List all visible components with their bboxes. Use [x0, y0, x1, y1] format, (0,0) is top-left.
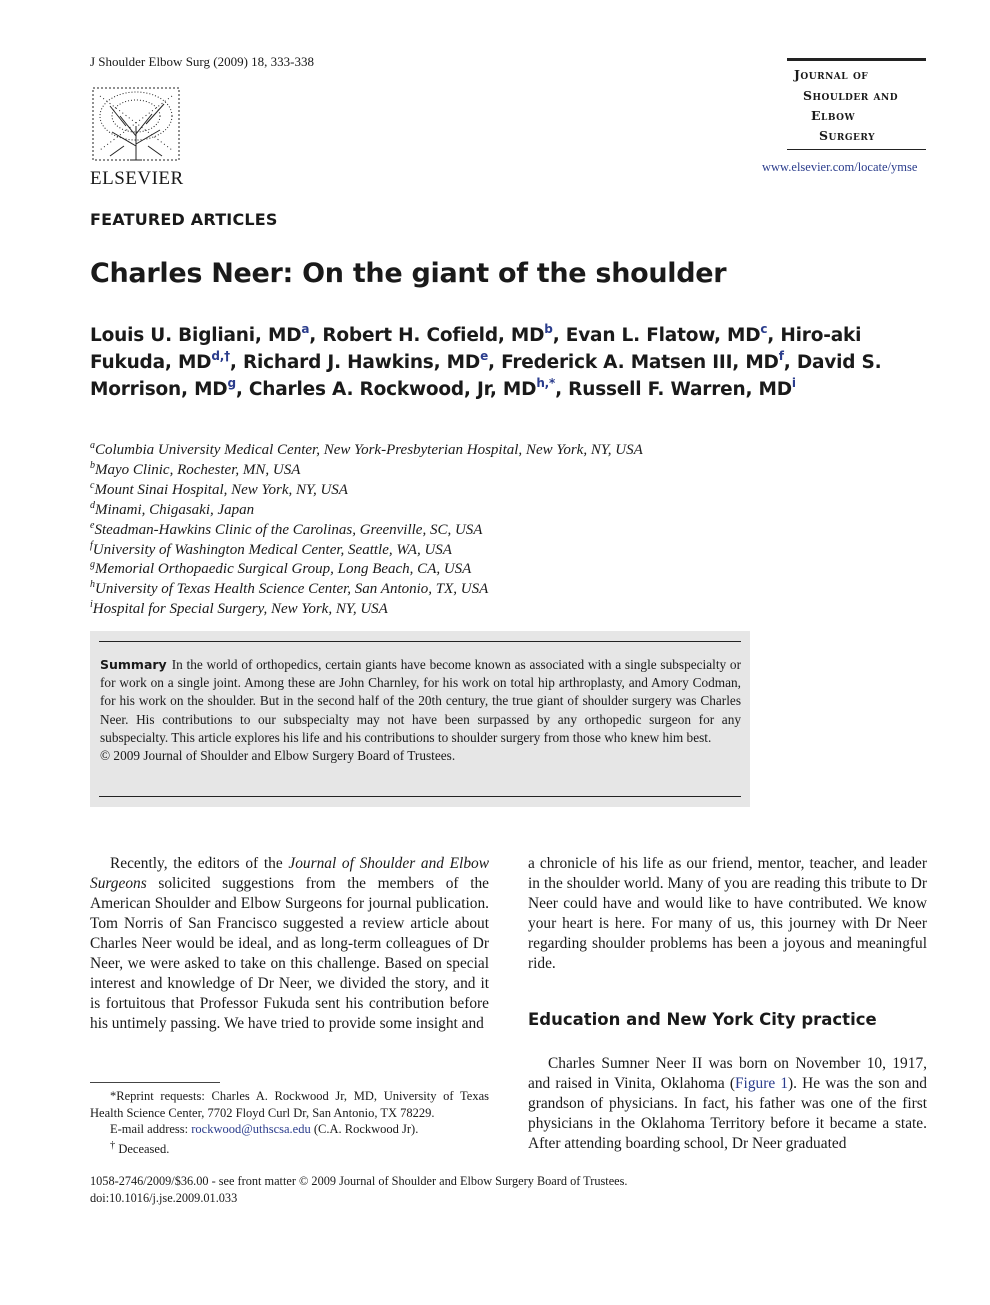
email-link[interactable]: rockwood@uthscsa.edu — [191, 1122, 311, 1136]
affiliation-marker[interactable]: b — [544, 322, 553, 336]
affiliation-list — [90, 441, 643, 620]
journal-logo — [787, 58, 926, 150]
summary-box — [90, 631, 750, 807]
affiliation-item — [90, 560, 643, 580]
author-name: David S. Morrison, MD — [90, 352, 882, 400]
email-label: E-mail address: — [110, 1122, 192, 1136]
journal-url-link[interactable]: www.elsevier.com/locate/ymse — [762, 160, 918, 174]
body-text: ). He was the son and grandson of physicians. In fact, his father was one of the first physicians in the Oklahoma Territory before it became a state. After attending boarding school, Dr Neer graduated — [528, 1075, 927, 1152]
publisher-name: ELSEVIER — [90, 168, 184, 189]
body-paragraph — [90, 854, 489, 1034]
affiliation-text: University of Texas Health Science Center, San Antonio, TX, USA — [95, 581, 489, 598]
author-name: Frederick A. Matsen III, MD — [501, 352, 779, 373]
doi-line[interactable]: doi:10.1016/j.jse.2009.01.033 — [90, 1190, 238, 1205]
affiliation-marker[interactable]: f — [778, 349, 784, 363]
affiliation-item — [90, 600, 643, 620]
affiliation-marker[interactable]: c — [760, 322, 768, 336]
affiliation-marker[interactable]: h,* — [536, 376, 556, 390]
body-column-right-continued — [528, 1054, 927, 1154]
affiliation-item — [90, 501, 643, 521]
footnote-reprint: *Reprint requests: Charles A. Rockwood Jr, MD, University of Texas Health Science Center, 7702 Floyd Curl Dr, San Antonio, TX 78229. — [90, 1089, 489, 1120]
affiliation-sup: c — [90, 479, 95, 491]
journal-logo-line: Shoulder and — [803, 88, 899, 103]
affiliation-marker[interactable]: e — [480, 349, 489, 363]
footnote-email — [90, 1121, 489, 1138]
summary-text — [100, 656, 741, 765]
journal-citation: J Shoulder Elbow Surg (2009) 18, 333-338 — [90, 54, 315, 69]
affiliation-marker[interactable]: i — [791, 376, 796, 390]
summary-body: In the world of orthopedics, certain giants have become known as associated with a single subspecialty or for work on a single joint. Among these are John Charnley, for his work on total hip arthroplasty, and Amory Codman, for his work on the shoulder. But in the second half of the 20th century, the true giant of shoulder surgery was Charles Neer. His contributions to our subspecialty may not have been surpassed by any orthopedic surgeon for any subspecialty. This article explores his life and his contributions to shoulder surgery from those who knew him best. — [100, 657, 741, 745]
affiliation-sup: a — [90, 440, 95, 451]
page-footer — [90, 1173, 627, 1206]
author-name: Charles A. Rockwood, Jr, MD — [248, 379, 537, 400]
author-name: Louis U. Bigliani, MD — [90, 325, 302, 346]
affiliation-text: Minami, Chigasaki, Japan — [95, 501, 255, 518]
body-text: solicited suggestions from the members of the American Shoulder and Elbow Surgeons for journal publication. Tom Norris of San Francisco suggested a review article about Charles Neer would be ideal, and as long-term colleagues of Dr Neer, we were asked to take on this challenge. Based on special interest and knowledge of Dr Neer, we divided the story, and it is fortuitous that Professor Fukuda sent his contribution before his untimely passing. We have tried to provide some insight and — [90, 875, 489, 1032]
affiliation-marker[interactable]: a — [301, 322, 310, 336]
author-list: Louis U. Bigliani, $MD^a$, Robert H. Cofield, $MD^b$, Evan L. Flatow, $MD^c$, Hiro-aki Fukuda, $MD^{d,\dagger}$, Richard J. Hawkins, MDe, Frederick A. Matsen III, $MD^f$, David S. Morrison, $MD^g$, Charles A. Rockwood, Jr, $MD^{h,*}$, Russell F. Warren, $MD^i$ — [90, 322, 882, 400]
footnote-divider — [90, 1082, 220, 1083]
divider — [99, 796, 741, 797]
article-title: Charles Neer: On the giant of the shoulder — [90, 258, 727, 289]
affiliation-text: Steadman-Hawkins Clinic of the Carolinas, Greenville, SC, USA — [94, 521, 483, 538]
affiliation-item — [90, 481, 643, 501]
body-column-right — [528, 854, 927, 974]
footnote-deceased — [90, 1138, 489, 1158]
affiliation-text: University of Washington Medical Center, Seattle, WA, USA — [92, 541, 452, 558]
author-name: Evan L. Flatow, MD — [565, 325, 761, 346]
affiliation-sup: f — [90, 539, 93, 551]
summary-copyright: © 2009 Journal of Shoulder and Elbow Surgery Board of Trustees. — [100, 748, 456, 764]
affiliation-sup: g — [90, 559, 95, 571]
journal-logo-line: Surgery — [819, 128, 876, 143]
affiliation-item — [90, 441, 643, 461]
affiliation-sup: b — [90, 459, 95, 471]
affiliation-text: Hospital for Special Surgery, New York, NY, USA — [92, 601, 388, 618]
author-name: Richard J. Hawkins, MD — [242, 352, 481, 373]
author-name: Russell F. Warren, MD — [568, 379, 792, 400]
body-paragraph: a chronicle of his life as our friend, mentor, teacher, and leader in the shoulder world. Many of you are reading this tribute to Dr Neer could have and would like to have contributed. We know your heart is here. For many of us, this journey with Dr Neer regarding shoulder problems has been a joyous and meaningful ride. — [528, 855, 927, 972]
affiliation-item — [90, 521, 643, 541]
email-suffix: (C.A. Rockwood Jr). — [310, 1122, 419, 1136]
affiliation-marker[interactable]: d,† — [211, 349, 230, 363]
figure-1-link[interactable]: Figure 1 — [735, 1075, 789, 1092]
body-text: Recently, the editors of the — [110, 855, 289, 872]
summary-label: Summary — [100, 657, 167, 672]
affiliation-text: Mayo Clinic, Rochester, MN, USA — [95, 461, 301, 478]
affiliation-item — [90, 461, 643, 481]
journal-logo-line: Elbow — [811, 108, 856, 123]
affiliation-sup: i — [90, 599, 93, 611]
body-paragraph — [528, 1054, 927, 1154]
journal-name-italic: Journal of Shoulder and Elbow Surgeons — [90, 855, 489, 892]
affiliation-marker[interactable]: g — [227, 376, 236, 390]
author-name: Robert H. Cofield, MD — [322, 325, 545, 346]
affiliation-sup: e — [90, 519, 95, 531]
affiliation-text: Columbia University Medical Center, New York-Presbyterian Hospital, New York, NY, USA — [95, 442, 643, 458]
affiliation-text: Mount Sinai Hospital, New York, NY, USA — [94, 481, 348, 498]
section-heading: Education and New York City practice — [528, 1010, 877, 1029]
affiliation-item — [90, 580, 643, 600]
author-name: Hiro-aki Fukuda, MD — [90, 325, 862, 373]
affiliation-text: Memorial Orthopaedic Surgical Group, Long Beach, CA, USA — [95, 561, 472, 578]
affiliation-item — [90, 541, 643, 561]
body-column-left — [90, 854, 489, 1034]
section-label: FEATURED ARTICLES — [90, 210, 278, 229]
divider — [99, 641, 741, 642]
body-text: Charles Sumner Neer II was born on November 10, 1917, and raised in Vinita, Oklahoma ( — [528, 1055, 927, 1092]
journal-logo-line: Journal of — [794, 67, 869, 82]
issn-line: 1058-2746/2009/$36.00 - see front matter © 2009 Journal of Shoulder and Elbow Surgery Board of Trustees. — [90, 1174, 628, 1188]
affiliation-sup: d — [90, 499, 95, 511]
deceased-text: Deceased. — [115, 1141, 170, 1156]
footnotes — [90, 1088, 489, 1157]
dagger-mark: † — [110, 1139, 116, 1151]
affiliation-sup: h — [90, 579, 95, 591]
